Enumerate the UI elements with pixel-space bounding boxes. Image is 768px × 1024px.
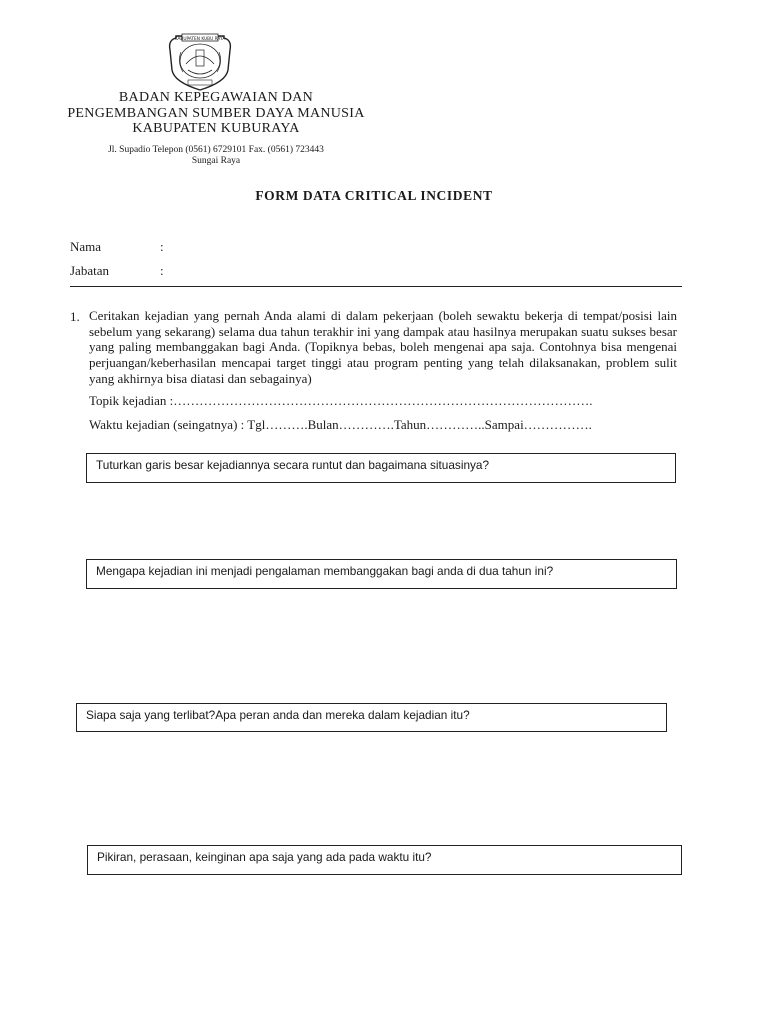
time-line: Waktu kejadian (seingatnya) : Tgl……….Bulan………….Tahun…………..Sampai……………. xyxy=(89,417,592,432)
org-name-line-1: BADAN KEPEGAWAIAN DAN xyxy=(118,90,314,105)
question-text: Ceritakan kejadian yang pernah Anda alami di dalam pekerjaan (boleh sewaktu bekerja di tempat/posisi lain sebelum yang sekarang) selama dua tahun terakhir ini yang dampak atau hasilnya merupakan suatu sukses besar yang paling membanggakan bagi Anda. (Topiknya bebas, boleh mengenai apa saja. Contohnya bisa mengenai perjuangan/keberhasilan mencapai target tinggi atau program penting yang telah dilaksanakan, problem sulit yang akhirnya bisa diatasi dan sebagainya) xyxy=(89,308,677,386)
prompt-box-people-involved-text: Siapa saja yang terlibat?Apa peran anda dan mereka dalam kejadian itu? xyxy=(86,708,470,722)
prompt-box-proud-reason-text: Mengapa kejadian ini menjadi pengalaman membanggakan bagi anda di dua tahun ini? xyxy=(96,564,554,578)
org-name-line-3: KABUPATEN KUBURAYA xyxy=(132,121,300,136)
form-title: FORM DATA CRITICAL INCIDENT xyxy=(255,188,493,203)
prompt-box-outline xyxy=(86,453,676,483)
section-divider xyxy=(70,286,682,287)
field-colon-nama: : xyxy=(160,239,164,254)
field-colon-jabatan: : xyxy=(160,263,164,278)
field-label-jabatan: Jabatan xyxy=(70,263,109,278)
logo-top-text: KABUPATEN KUBU RAYA xyxy=(174,37,226,42)
field-label-nama: Nama xyxy=(70,239,102,254)
topic-line: Topik kejadian :……………………………………………………………………………………. xyxy=(89,393,593,408)
address-line-1: Jl. Supadio Telepon (0561) 6729101 Fax. (0561) 723443 xyxy=(108,145,324,155)
question-number: 1. xyxy=(70,309,80,324)
prompt-box-people-involved xyxy=(76,703,667,732)
org-name-line-2: PENGEMBANGAN SUMBER DAYA MANUSIA xyxy=(67,106,365,121)
prompt-box-thoughts-feelings-text: Pikiran, perasaan, keinginan apa saja yang ada pada waktu itu? xyxy=(97,850,432,864)
prompt-box-proud-reason xyxy=(86,559,677,589)
kabupaten-emblem-logo xyxy=(166,30,234,92)
prompt-box-outline-text: Tuturkan garis besar kejadiannya secara runtut dan bagaimana situasinya? xyxy=(96,458,490,472)
prompt-box-thoughts-feelings xyxy=(87,845,682,875)
address-line-2: Sungai Raya xyxy=(191,156,241,166)
